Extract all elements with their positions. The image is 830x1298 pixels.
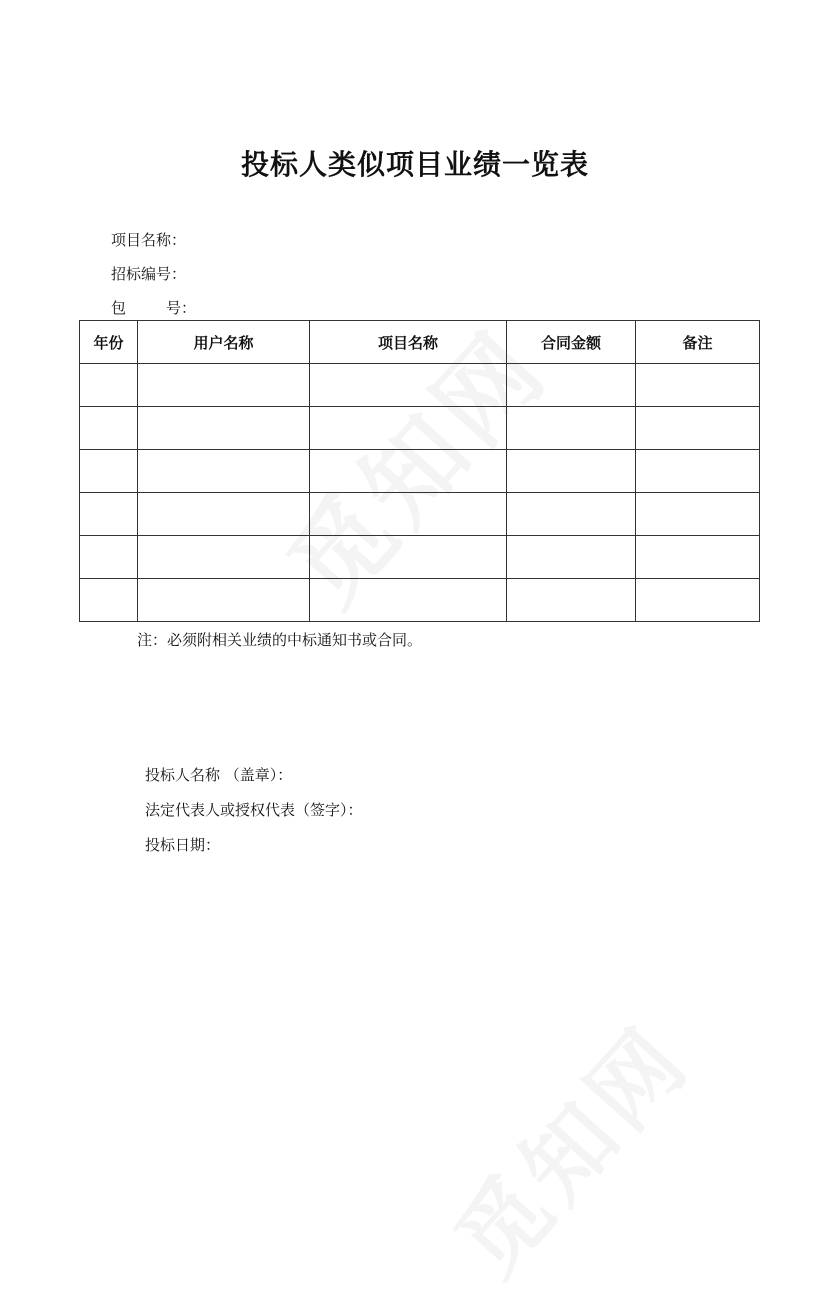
table-cell — [138, 579, 310, 622]
header-contract-amount: 合同金额 — [507, 321, 636, 364]
table-cell — [636, 493, 760, 536]
package-label-part-2: 号： — [166, 299, 197, 317]
table-cell — [636, 536, 760, 579]
table-cell — [80, 407, 138, 450]
table-cell — [80, 493, 138, 536]
table-cell — [138, 493, 310, 536]
table-note: 注：必须附相关业绩的中标通知书或合同。 — [137, 631, 423, 649]
table-cell — [138, 407, 310, 450]
table-cell — [507, 364, 636, 407]
table-cell — [310, 450, 507, 493]
table-cell — [80, 536, 138, 579]
performance-table — [79, 320, 760, 622]
table-cell — [138, 536, 310, 579]
table-cell — [310, 579, 507, 622]
header-year: 年份 — [80, 321, 138, 364]
table-cell — [310, 536, 507, 579]
header-client-name: 用户名称 — [138, 321, 310, 364]
table-cell — [138, 364, 310, 407]
bid-date-line: 投标日期： — [145, 836, 221, 854]
table-cell — [138, 450, 310, 493]
table-row — [80, 536, 760, 579]
table-cell — [636, 364, 760, 407]
table-cell — [507, 407, 636, 450]
table-cell — [636, 450, 760, 493]
table-cell — [80, 364, 138, 407]
table-row — [80, 364, 760, 407]
project-name-label: 项目名称： — [111, 231, 187, 249]
table-cell — [310, 407, 507, 450]
header-project-name: 项目名称 — [310, 321, 507, 364]
table-row — [80, 450, 760, 493]
package-label-part-1: 包 — [111, 299, 127, 317]
table-cell — [507, 450, 636, 493]
table-cell — [507, 536, 636, 579]
watermark-bottom — [420, 992, 713, 1297]
table-row — [80, 407, 760, 450]
table-cell — [636, 579, 760, 622]
table-cell — [636, 407, 760, 450]
table-cell — [507, 579, 636, 622]
table-row — [80, 493, 760, 536]
legal-representative-signature-line: 法定代表人或授权代表（签字）： — [145, 801, 363, 819]
table-cell — [507, 493, 636, 536]
tender-number-label: 招标编号： — [111, 265, 187, 283]
table-cell — [310, 364, 507, 407]
header-remarks: 备注 — [636, 321, 760, 364]
table-cell — [80, 450, 138, 493]
table-cell — [310, 493, 507, 536]
table-cell — [80, 579, 138, 622]
package-number-label — [111, 298, 196, 318]
table-row — [80, 579, 760, 622]
table-header-row — [80, 321, 760, 364]
document-title: 投标人类似项目业绩一览表 — [240, 148, 589, 181]
bidder-name-signature-line: 投标人名称 （盖章）： — [145, 766, 293, 784]
